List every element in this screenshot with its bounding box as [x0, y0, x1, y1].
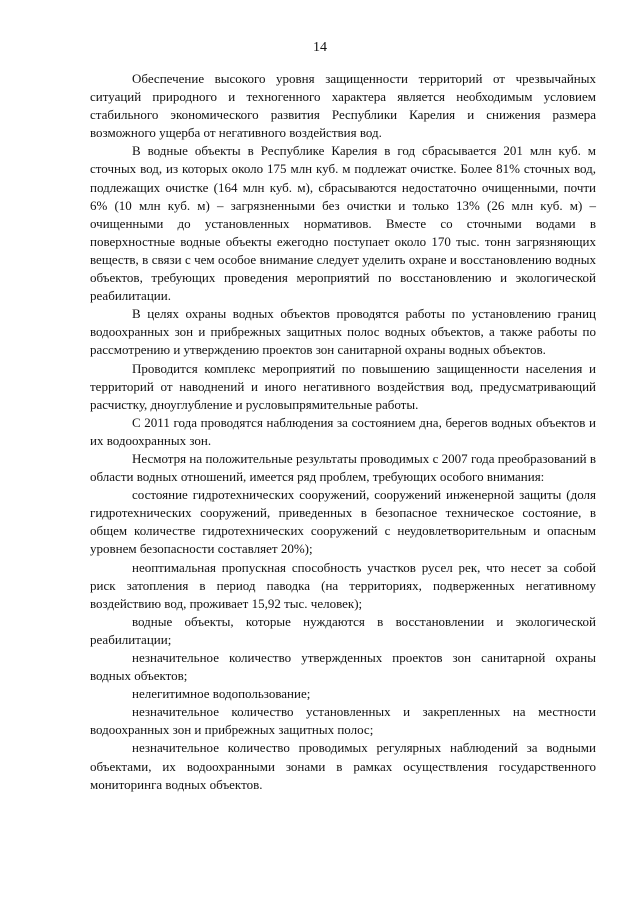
page-number: 14 [313, 40, 327, 55]
problem-item-hydraulic-structures: состояние гидротехнических сооружений, сооружений инженерной защиты (доля гидротехнических сооружений, приведенных в безопасное техническое состояние, в общем количестве гидротехнических сооружений с неудовлетворительным и опасным уровнем безопасности составляет 20%); [90, 487, 596, 557]
problem-item-sanitary-zones: незначительное количество утвержденных проектов зон санитарной охраны водных объектов; [90, 650, 596, 684]
paragraph-flood-protection: Обеспечение высокого уровня защищенности территорий от чрезвычайных ситуаций природного и техногенного характера является необходимым условием стабильного экономического развития Республики Карелия и снижения размера возможного ущерба от негативного воздействия вод. [90, 71, 596, 141]
paragraph-problems-intro: Несмотря на положительные результаты проводимых с 2007 года преобразований в области водных отношений, имеется ряд проблем, требующих особого внимания: [90, 450, 596, 485]
problem-item-monitoring: незначительное количество проводимых регулярных наблюдений за водными объектами, их водоохранными зонами в рамках осуществления государственного мониторинга водных объектов. [90, 740, 596, 792]
paragraph-protection-measures: Проводится комплекс мероприятий по повышению защищенности населения и территорий от наводнений и иного негативного воздействия вод, предусматривающий расчистку, дноуглубление и русловыпрямительные работы. [90, 360, 596, 412]
document-body [90, 70, 596, 794]
problem-item-river-capacity: неоптимальная пропускная способность участков русел рек, что несет за собой риск затопления в период паводка (на территориях, подверженных негативному воздействию вод, проживает 15,92 тыс. человек); [90, 559, 596, 611]
problem-item-illegal-use: нелегитимное водопользование; [132, 686, 311, 702]
paragraph-wastewater: В водные объекты в Республике Карелия в год сбрасывается 201 млн куб. м сточных вод, из которых около 175 млн куб. м подлежат очистке. Более 81% сточных вод, подлежащих очистке (164 млн куб. м), сбрасываются недостаточно очищенными, почти 6% (10 млн куб. м) – загрязненными без очистки и только 13% (26 млн куб. м) – очищенными до установленных нормативов. Вместе со сточными водами в поверхностные водные объекты ежегодно поступает около 170 тыс. тонн загрязняющих веществ, в связи с чем особое внимание следует уделить охране и восстановлению водных объектов, требующих проведения мероприятий по восстановлению и экологической реабилитации. [90, 143, 596, 304]
problem-item-protection-zones: незначительное количество установленных и закрепленных на местности водоохранных зон и прибрежных защитных полос; [90, 704, 596, 738]
paragraph-water-protection-zones: В целях охраны водных объектов проводятся работы по установлению границ водоохранных зон и прибрежных защитных полос водных объектов, а также работы по рассмотрению и утверждению проектов зон санитарной охраны водных объектов. [90, 306, 596, 358]
problem-item-restoration: водные объекты, которые нуждаются в восстановлении и экологической реабилитации; [90, 613, 596, 647]
paragraph-observations: С 2011 года проводятся наблюдения за состоянием дна, берегов водных объектов и их водоохранных зон. [90, 414, 596, 448]
